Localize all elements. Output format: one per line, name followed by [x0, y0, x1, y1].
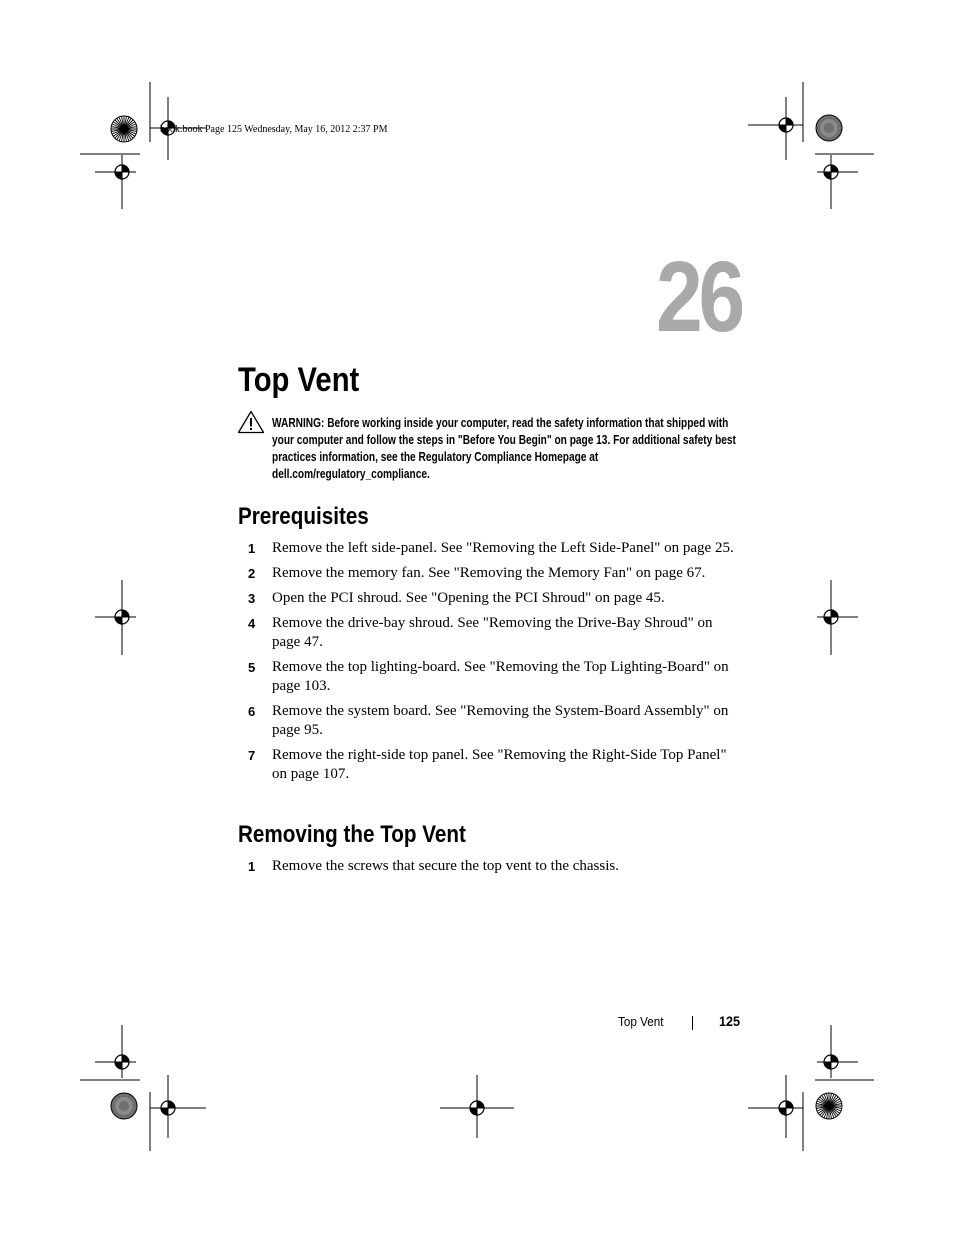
step-number: 7 — [248, 748, 256, 763]
step-text: Remove the memory fan. See "Removing the Memory Fan" on page 67. — [272, 565, 706, 581]
step-text: Remove the right-side top panel. See "Removing the Right-Side Top Panel" on page 107. — [272, 747, 727, 782]
prerequisites-list — [248, 539, 743, 790]
step-number: 1 — [248, 541, 256, 556]
removing-heading: Removing the Top Vent — [238, 821, 466, 848]
step-number: 6 — [248, 704, 256, 719]
chapter-number: 26 — [656, 241, 742, 353]
removing-steps-list — [248, 857, 743, 882]
footer-chapter-title: Top Vent — [618, 1014, 664, 1029]
warning-label: WARNING: — [272, 415, 325, 430]
step-number: 2 — [248, 566, 256, 581]
list-item — [248, 614, 743, 652]
step-text: Remove the top lighting-board. See "Removing the Top Lighting-Board" on page 103. — [272, 659, 729, 694]
list-item — [248, 539, 743, 558]
list-item — [248, 857, 743, 876]
list-item — [248, 746, 743, 784]
page-title: Top Vent — [238, 361, 360, 399]
step-number: 4 — [248, 616, 256, 631]
list-item — [248, 658, 743, 696]
prerequisites-heading: Prerequisites — [238, 503, 369, 530]
footer-page-number: 125 — [719, 1013, 741, 1029]
step-text: Open the PCI shroud. See "Opening the PCI Shroud" on page 45. — [272, 590, 665, 606]
print-slug-line: book.book Page 125 Wednesday, May 16, 2012 2:37 PM — [160, 124, 388, 135]
list-item — [248, 564, 743, 583]
step-text: Remove the screws that secure the top vent to the chassis. — [272, 858, 619, 874]
warning-body: Before working inside your computer, read the safety information that shipped with your computer and follow the steps in "Before You Begin" on page 13. For additional safety best practices information, see the Regulatory Compliance Homepage at dell.com/regulatory_compliance. — [272, 415, 736, 481]
warning-triangle-icon — [237, 410, 265, 434]
step-number: 3 — [248, 591, 256, 606]
footer-divider — [692, 1016, 693, 1030]
warning-text — [272, 414, 740, 482]
step-text: Remove the drive-bay shroud. See "Removing the Drive-Bay Shroud" on page 47. — [272, 615, 713, 650]
list-item — [248, 702, 743, 740]
step-text: Remove the left side-panel. See "Removing the Left Side-Panel" on page 25. — [272, 540, 734, 556]
step-number: 1 — [248, 859, 256, 874]
list-item — [248, 589, 743, 608]
step-number: 5 — [248, 660, 256, 675]
step-text: Remove the system board. See "Removing the System-Board Assembly" on page 95. — [272, 703, 729, 738]
